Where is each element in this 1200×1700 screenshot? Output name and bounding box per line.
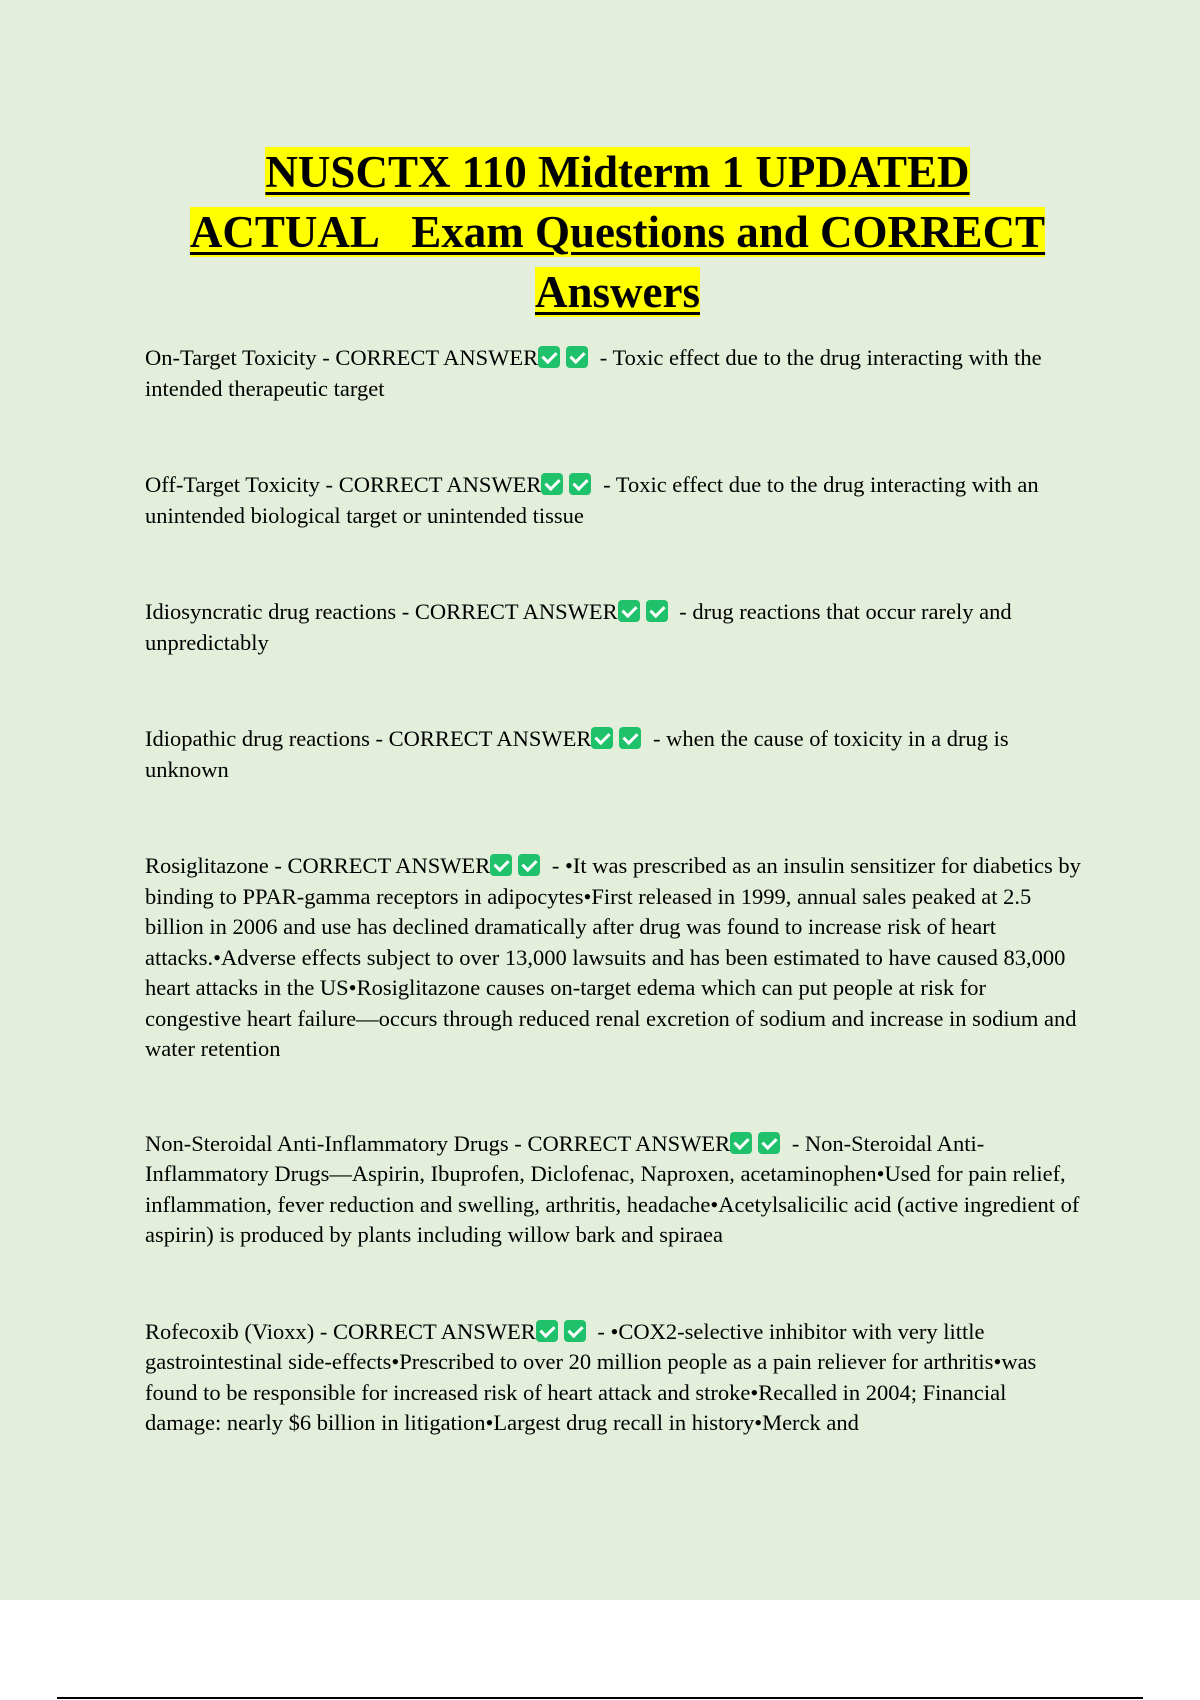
qa-term: Non-Steroidal Anti-Inflammatory Drugs - [145, 1130, 528, 1156]
qa-answer: - Toxic effect due to the drug interacting with an unintended biological target or unintended tissue [145, 472, 1039, 528]
green-checkmark-icon [538, 346, 560, 368]
green-checkmark-icon [490, 854, 512, 876]
correct-answer-label: CORRECT ANSWER [287, 853, 491, 878]
qa-entry-idiosyncratic-reactions [145, 597, 1085, 658]
green-checkmark-icon [518, 854, 540, 876]
qa-entry-nsaids [145, 1129, 1085, 1251]
qa-entry-on-target-toxicity [145, 343, 1085, 404]
qa-answer: - •COX2-selective inhibitor with very little gastrointestinal side-effects•Prescribed to over 20 million people as a pain reliever for arthritis•was found to be responsible for increased risk of heart attack and stroke•Recalled in 2004; Financial damage: nearly $6 billion in litigation•Largest drug recall in history•Merck and [145, 1318, 1037, 1435]
qa-entry-rofecoxib [145, 1317, 1085, 1439]
qa-term: Rosiglitazone - [145, 853, 288, 878]
green-checkmark-icon [730, 1132, 752, 1154]
green-checkmark-icon [566, 346, 588, 368]
qa-term: Idiosyncratic drug reactions - [145, 599, 415, 624]
green-checkmark-icon [758, 1132, 780, 1154]
qa-term: Off-Target Toxicity - [145, 472, 339, 497]
correct-answer-label: CORRECT ANSWER [332, 1318, 536, 1344]
green-checkmark-icon [536, 1320, 558, 1342]
green-checkmark-icon [541, 473, 563, 495]
qa-term: Rofecoxib (Vioxx) - [145, 1318, 333, 1344]
correct-answer-label: CORRECT ANSWER [414, 599, 618, 624]
qa-answer: - Non-Steroidal Anti-Inflammatory Drugs—Aspirin, Ibuprofen, Diclofenac, Naproxen, acetaminophen•Used for pain relief, inflammation, fever reduction and swelling, arthritis, headache•Acetylsalicilic acid (active ingredient of aspirin) is produced by plants including willow bark and spiraea [145, 1130, 1080, 1247]
qa-term: On-Target Toxicity - [145, 345, 336, 370]
qa-entry-rosiglitazone [145, 851, 1085, 1065]
page-divider [57, 1697, 1143, 1699]
correct-answer-label: CORRECT ANSWER [388, 726, 592, 751]
qa-entry-off-target-toxicity [145, 470, 1085, 531]
correct-answer-label: CORRECT ANSWER [338, 472, 542, 497]
title-line-3: Answers [535, 267, 700, 317]
correct-answer-label: CORRECT ANSWER [335, 345, 539, 370]
green-checkmark-icon [569, 473, 591, 495]
green-checkmark-icon [619, 727, 641, 749]
green-checkmark-icon [618, 600, 640, 622]
document-title [130, 142, 1105, 322]
green-checkmark-icon [564, 1320, 586, 1342]
qa-answer: - when the cause of toxicity in a drug is unknown [145, 726, 1009, 782]
qa-answer: - drug reactions that occur rarely and unpredictably [145, 599, 1012, 655]
qa-list [145, 343, 1085, 1505]
qa-answer: - Toxic effect due to the drug interacting with the intended therapeutic target [145, 345, 1042, 401]
qa-answer: - •It was prescribed as an insulin sensitizer for diabetics by binding to PPAR-gamma receptors in adipocytes•First released in 1999, annual sales peaked at 2.5 billion in 2006 and use has declined dramatically after drug was found to increase risk of heart attacks.•Adverse effects subject to over 13,000 lawsuits and has been estimated to have caused 83,000 heart attacks in the US•Rosiglitazone causes on-target edema which can put people at risk for congestive heart failure—occurs through reduced renal excretion of sodium and increase in sodium and water retention [145, 853, 1081, 1061]
title-line-1: NUSCTX 110 Midterm 1 UPDATED [265, 147, 970, 197]
green-checkmark-icon [646, 600, 668, 622]
title-line-2: ACTUAL Exam Questions and CORRECT [189, 207, 1046, 257]
qa-entry-idiopathic-reactions [145, 724, 1085, 785]
qa-term: Idiopathic drug reactions - [145, 726, 389, 751]
green-checkmark-icon [591, 727, 613, 749]
correct-answer-label: CORRECT ANSWER [527, 1130, 731, 1156]
